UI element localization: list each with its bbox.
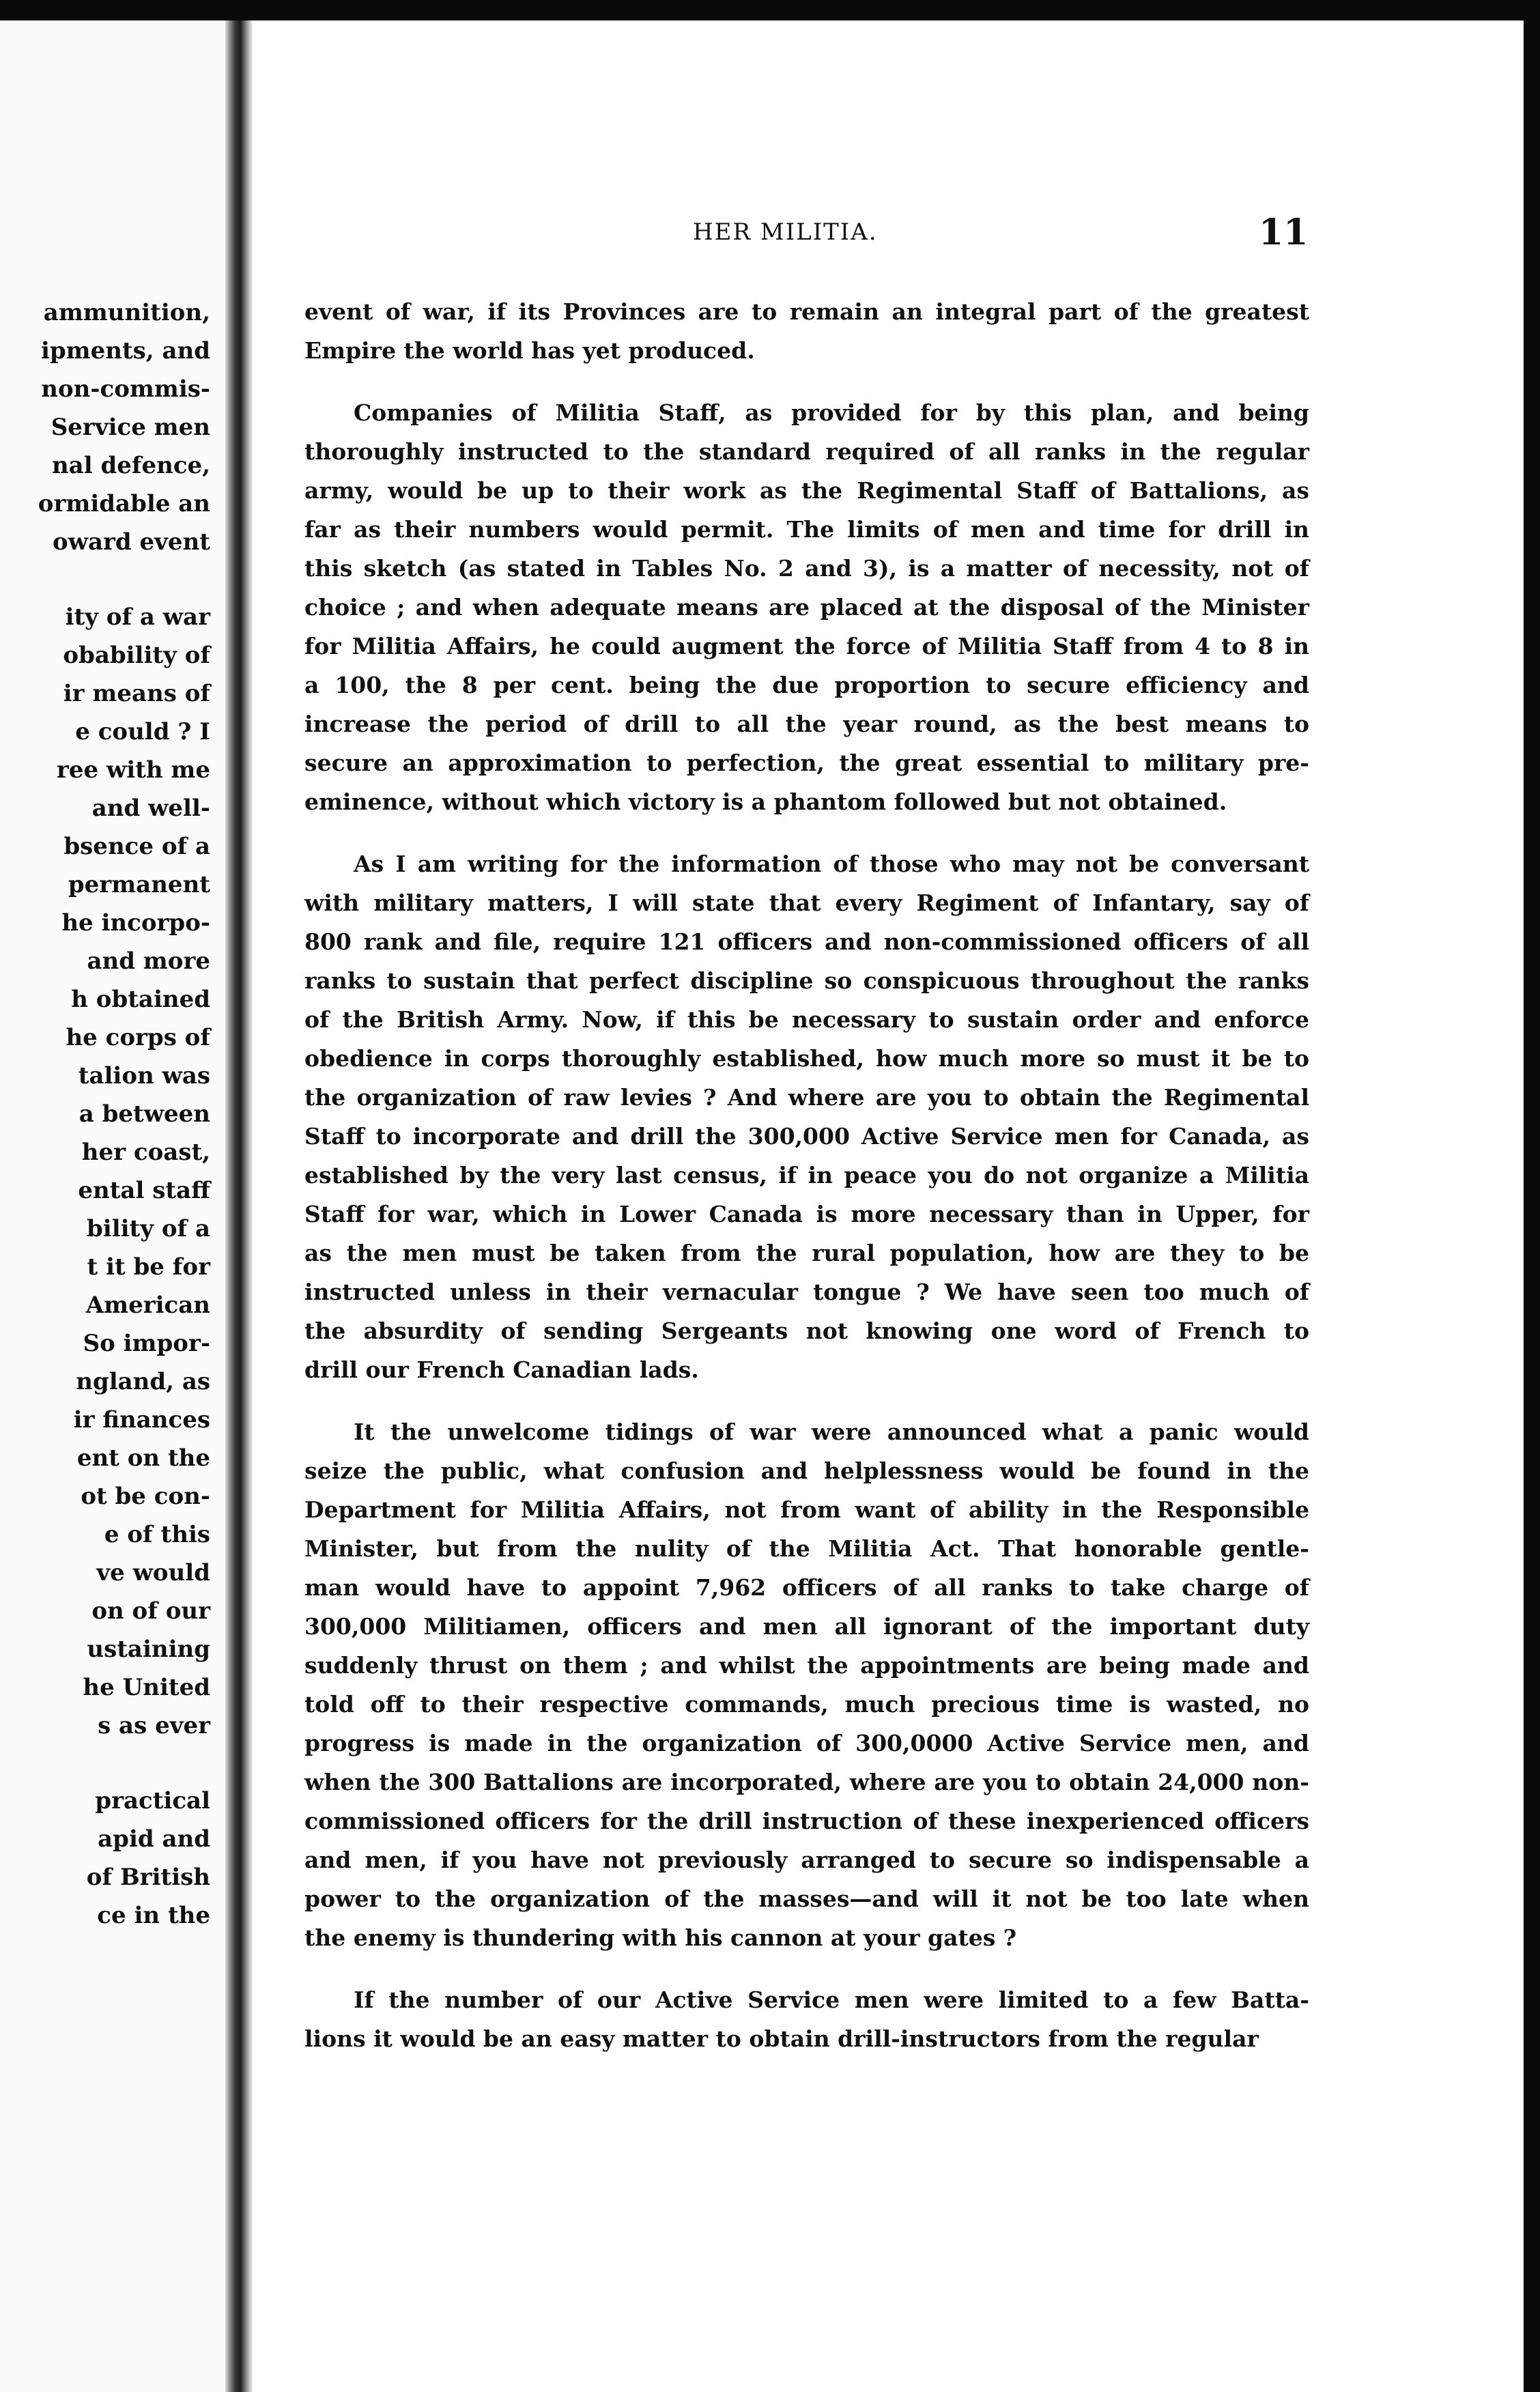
text-line: of the British Army. Now, if this be necessary to sustain order and enforce xyxy=(304,1006,1309,1033)
text-line: choice ; and when adequate means are placed at the disposal of the Minister xyxy=(304,594,1309,621)
text-line: established by the very last census, if in peace you do not organize a Militia xyxy=(304,1162,1309,1188)
text-line: instructed unless in their vernacular tongue ? We have seen too much of xyxy=(304,1279,1309,1305)
text-line: eminence, without which victory is a phantom followed but not obtained. xyxy=(304,788,1227,815)
text-line: Empire the world has yet produced. xyxy=(304,337,755,364)
text-line: Companies of Militia Staff, as provided for by this plan, and being xyxy=(354,399,1309,426)
facing-page-line: e of this xyxy=(104,1521,210,1548)
body-text xyxy=(304,292,1309,2058)
facing-page-line: ormidable an xyxy=(38,490,210,517)
paragraph-gap xyxy=(304,821,1309,844)
book-gutter xyxy=(225,20,253,2392)
facing-page-text xyxy=(38,294,210,1935)
facing-page-gap xyxy=(38,1745,210,1782)
text-line: suddenly thrust on them ; and whilst the appointments are being made and xyxy=(304,1652,1309,1679)
page-header xyxy=(253,212,1524,259)
facing-page-line: t it be for xyxy=(87,1253,210,1281)
facing-page-line: ity of a war xyxy=(65,603,210,631)
text-line: power to the organization of the masses—and will it not be too late when xyxy=(304,1885,1309,1912)
text-line: the absurdity of sending Sergeants not knowing one word of French to xyxy=(304,1318,1309,1344)
facing-page-line: ir finances xyxy=(73,1406,210,1434)
facing-page-line: ental staff xyxy=(78,1177,210,1204)
paragraph xyxy=(304,393,1309,821)
paragraph xyxy=(304,1980,1309,2058)
facing-page-line: he corps of xyxy=(66,1024,210,1051)
text-line: If the number of our Active Service men were limited to a few Batta- xyxy=(354,1987,1309,2013)
facing-page-line: and well- xyxy=(91,795,210,822)
facing-page-line: non-commis- xyxy=(41,375,210,403)
facing-page-line: practical xyxy=(95,1787,210,1814)
facing-page-line: obability of xyxy=(63,642,210,669)
text-line: the enemy is thundering with his cannon at your gates ? xyxy=(304,1924,1017,1951)
text-line: told off to their respective commands, much precious time is wasted, no xyxy=(304,1691,1309,1718)
facing-page-line: ot be con- xyxy=(81,1483,210,1510)
facing-page-line: bsence of a xyxy=(63,833,210,860)
text-line: a 100, the 8 per cent. being the due proportion to secure efficiency and xyxy=(304,672,1309,698)
facing-page-line: ent on the xyxy=(76,1444,210,1472)
text-line: Staff to incorporate and drill the 300,000 Active Service men for Canada, as xyxy=(304,1123,1309,1150)
facing-page-line: e could ? I xyxy=(75,718,210,745)
facing-page-line: a between xyxy=(79,1100,210,1128)
facing-page-line: ammunition, xyxy=(43,299,210,326)
text-line: event of war, if its Provinces are to remain an integral part of the greatest xyxy=(304,298,1309,325)
facing-page-line: on of our xyxy=(91,1597,210,1625)
text-line: Department for Militia Affairs, not from want of ability in the Responsible xyxy=(304,1496,1309,1523)
scan-top-border xyxy=(0,0,1540,20)
text-line: 800 rank and file, require 121 officers and non-commissioned officers of all xyxy=(304,928,1309,955)
text-line: as the men must be taken from the rural population, how are they to be xyxy=(304,1240,1309,1266)
text-line: with military matters, I will state that every Regiment of Infantary, say of xyxy=(304,889,1309,916)
text-line: seize the public, what confusion and helplessness would be found in the xyxy=(304,1457,1309,1484)
text-line: It the unwelcome tidings of war were announced what a panic would xyxy=(354,1419,1309,1445)
text-line: army, would be up to their work as the Regimental Staff of Battalions, as xyxy=(304,477,1309,504)
facing-page-line: permanent xyxy=(68,871,210,898)
text-line: lions it would be an easy matter to obtain drill-instructors from the regular xyxy=(304,2025,1259,2052)
facing-page-line: talion was xyxy=(78,1062,210,1090)
text-line: obedience in corps thoroughly established, how much more so must it be to xyxy=(304,1045,1309,1072)
facing-page-line: ustaining xyxy=(87,1636,210,1663)
page-number: 11 xyxy=(1259,212,1309,253)
facing-page-line: bility of a xyxy=(87,1215,210,1242)
facing-page-line: her coast, xyxy=(81,1139,210,1166)
facing-page-line: apid and xyxy=(98,1825,210,1853)
text-line: Staff for war, which in Lower Canada is more necessary than in Upper, for xyxy=(304,1201,1309,1227)
text-line: 300,000 Militiamen, officers and men all ignorant of the important duty xyxy=(304,1613,1309,1640)
facing-page-line: he incorpo- xyxy=(61,909,210,937)
text-line: increase the period of drill to all the year round, as the best means to xyxy=(304,711,1309,737)
page xyxy=(253,20,1524,2392)
text-line: ranks to sustain that perfect discipline so conspicuous throughout the ranks xyxy=(304,967,1309,994)
paragraph xyxy=(304,844,1309,1389)
facing-page-fragment xyxy=(0,20,225,2392)
facing-page-line: ipments, and xyxy=(40,337,210,365)
paragraph-gap xyxy=(304,1957,1309,1980)
facing-page-line: American xyxy=(85,1292,210,1319)
text-line: for Militia Affairs, he could augment the force of Militia Staff from 4 to 8 in xyxy=(304,633,1309,659)
text-line: and men, if you have not previously arranged to secure so indispensable a xyxy=(304,1847,1309,1873)
text-line: drill our French Canadian lads. xyxy=(304,1356,699,1383)
facing-page-line: ir means of xyxy=(63,680,210,707)
text-line: man would have to appoint 7,962 officers of all ranks to take charge of xyxy=(304,1574,1309,1601)
running-title: HER MILITIA. xyxy=(693,218,878,246)
text-line: this sketch (as stated in Tables No. 2 and 3), is a matter of necessity, not of xyxy=(304,555,1309,582)
facing-page-line: ce in the xyxy=(97,1902,210,1929)
text-line: As I am writing for the information of those who may not be conversant xyxy=(354,851,1309,877)
facing-page-line: s as ever xyxy=(98,1712,210,1739)
text-line: thoroughly instructed to the standard required of all ranks in the regular xyxy=(304,438,1309,465)
paragraph-gap xyxy=(304,370,1309,393)
facing-page-line: nal defence, xyxy=(51,452,210,479)
facing-page-line: ve would xyxy=(96,1559,210,1586)
text-line: the organization of raw levies ? And where are you to obtain the Regimental xyxy=(304,1084,1309,1111)
scan-right-border xyxy=(1524,0,1540,2392)
facing-page-line: So impor- xyxy=(83,1330,210,1357)
paragraph xyxy=(304,292,1309,370)
text-line: progress is made in the organization of 300,0000 Active Service men, and xyxy=(304,1730,1309,1756)
facing-page-line: of British xyxy=(86,1864,210,1891)
text-line: secure an approximation to perfection, the great essential to military pre- xyxy=(304,750,1309,776)
facing-page-line: oward event xyxy=(53,528,210,556)
facing-page-line: ngland, as xyxy=(76,1368,210,1395)
facing-page-gap xyxy=(38,561,210,598)
paragraph xyxy=(304,1412,1309,1957)
facing-page-line: ree with me xyxy=(56,756,210,784)
text-line: far as their numbers would permit. The limits of men and time for drill in xyxy=(304,516,1309,543)
facing-page-line: and more xyxy=(87,948,210,975)
text-line: commissioned officers for the drill instruction of these inexperienced officers xyxy=(304,1808,1309,1834)
paragraph-gap xyxy=(304,1389,1309,1412)
facing-page-line: he United xyxy=(83,1674,210,1701)
text-line: Minister, but from the nulity of the Militia Act. That honorable gentle- xyxy=(304,1535,1309,1562)
facing-page-line: Service men xyxy=(51,414,210,441)
facing-page-line: h obtained xyxy=(71,986,210,1013)
text-line: when the 300 Battalions are incorporated, where are you to obtain 24,000 non- xyxy=(304,1769,1309,1795)
